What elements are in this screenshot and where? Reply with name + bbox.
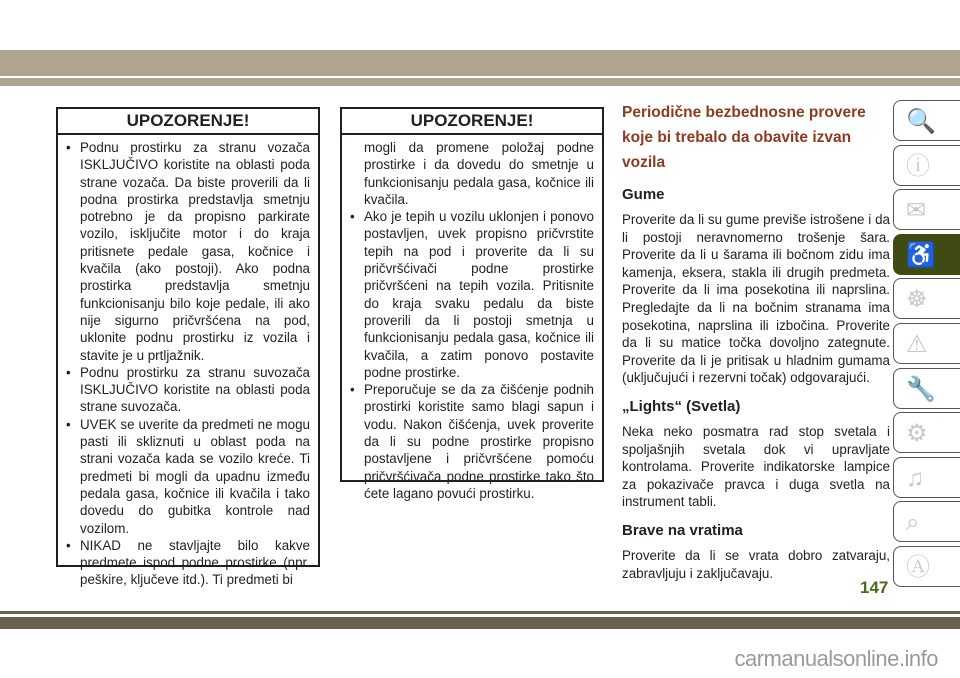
warning-item: • UVEK se uverite da predmeti ne mogu pasti ili skliznuti u oblast poda na strani vozača kada se vozilo kreće. Ti predmeti bi mogli da upadnu između pedala gasa, kočnice ili kvačila i tako dovedu do gubitka kontrole nad vozilom. <box>66 416 310 536</box>
warning-box-2 <box>340 107 604 501</box>
subsection-heading: Brave na vratima <box>622 521 743 539</box>
specs-gear-icon: ⚙ <box>906 420 928 448</box>
light-message-icon: ✉ <box>906 197 927 225</box>
warning-item: • Preporučuje se da za čišćenje podnih prostirki koristite samo blagi sapun i vodu. Nakon čišćenja, uvek proverite da li su podne prostirke propisno postavljene i pričvršćene pomoću pričvršćivača podne prostirke tako što ćete lagano povući prostirku. <box>350 382 594 501</box>
safety-checks-section <box>622 100 890 582</box>
chapter-tab[interactable] <box>893 368 960 409</box>
subsection-heading: Gume <box>622 186 665 203</box>
warning-box-1 <box>56 107 320 588</box>
key-steering-icon: ☸ <box>906 286 928 314</box>
watermark: carmanualsonline.info <box>734 646 938 671</box>
section-title: Periodične bezbednosne provere koje bi trebalo da obavite izvan vozila <box>622 104 866 171</box>
chapter-tab[interactable] <box>893 145 960 186</box>
subsection-text: Proverite da li su gume previše istrošene i da li postoji neravnomerno trošenje šara. Proverite da li u šarama ili bočnom zidu ima kamenja, eksera, stakla ili drugih predmeta. Proverite da li ima posekotina ili naprslina. Pregledajte da li na bočnim stranama ima posekotina, naprslina ili izbočina. Proverite da li su matice točka dovoljno zategnute. Proverite da li je pritisak u hladnim gumama (uključujući i rezervni točak) odgovarajući. <box>622 212 890 386</box>
chapter-tab[interactable] <box>893 189 960 230</box>
car-warning-icon: ⚠ <box>906 331 928 358</box>
subsection-heading: „Lights“ (Svetla) <box>622 397 741 415</box>
chapter-tab[interactable] <box>893 412 960 453</box>
chapter-tab[interactable] <box>893 323 960 364</box>
page-number: 147 <box>860 578 889 597</box>
chapter-tab[interactable] <box>893 278 960 319</box>
warning-item: • Podnu prostirku za stranu vozača ISKLJUČIVO koristite na oblasti poda strane vozača. Da biste proverili da li podna prostirka predstavlja smetnju potrebno je da propisno parkirate vozilo, isključite motor i do kraja pritisnete pedale gasa, kočnice i kvačila (ako postoji). Ako podna prostirka predstavlja smetnju funkcionisanju bilo koje pedale, ili ako nije sigurno pričvršćena na pod, uklonite podnu prostirku iz vozila i stavite je u prtljažnik. <box>66 140 310 363</box>
subsection-text: Neka neko posmatra rad stop svetala i spoljašnjih svetala dok vi upravljate kontrolama. Proverite indikatorske lampice za pokazivače pravca i duga svetla na instrument tabli. <box>622 423 890 510</box>
chapter-tab[interactable] <box>893 457 960 498</box>
chapter-tab[interactable] <box>893 100 960 141</box>
index-icon: Ⓐ <box>906 554 930 581</box>
header-band <box>0 50 960 76</box>
warning-item: • Ako je tepih u vozilu uklonjen i ponovo postavljen, uvek propisno pričvrstite tepih na pod i proverite da li su pričvršćivači podne prostirke pričvršćeni na tepih vozila. Pritisnite do kraja svaku pedalu da biste proverili da li postoji smetnja u funkcionisanju pedala gasa, kočnice ili kvačila, a zatim ponovo postavite podne prostirke. <box>350 209 594 380</box>
car-wrench-icon: 🔧 <box>906 375 936 403</box>
header-stripe <box>0 78 960 86</box>
footer-line <box>0 611 960 614</box>
warning-continuation: mogli da promene položaj podne prostirke i da dovedu do smetnje u funkcionisanju pedala gasa, kočnice ili kvačila. <box>364 140 594 207</box>
subsection-text: Proverite da li se vrata dobro zatvaraju, zabravljuju i zaključavaju. <box>622 547 890 581</box>
chapter-tab[interactable] <box>893 234 960 275</box>
warning-title: UPOZORENJE! <box>342 109 602 135</box>
car-search-icon: 🔍 <box>906 108 936 135</box>
warning-title: UPOZORENJE! <box>58 109 318 135</box>
chapter-tab[interactable] <box>893 546 960 587</box>
car-info-icon: ⓘ <box>906 152 930 180</box>
chapter-tab[interactable] <box>893 501 960 542</box>
warning-item: • NIKAD ne stavljajte bilo kakve predmete ispod podne prostirke (npr. peškire, ključeve itd.). Ti predmeti bi <box>66 537 310 588</box>
warning-item: • Podnu prostirku za stranu suvozača ISKLJUČIVO koristite na oblasti poda strane suvozača. <box>66 364 310 415</box>
search-icon: ⌕ <box>906 509 920 537</box>
multimedia-icon: ♫ <box>906 464 924 492</box>
safety-seatbelt-icon: ♿ <box>906 241 936 269</box>
footer-band <box>0 617 960 629</box>
